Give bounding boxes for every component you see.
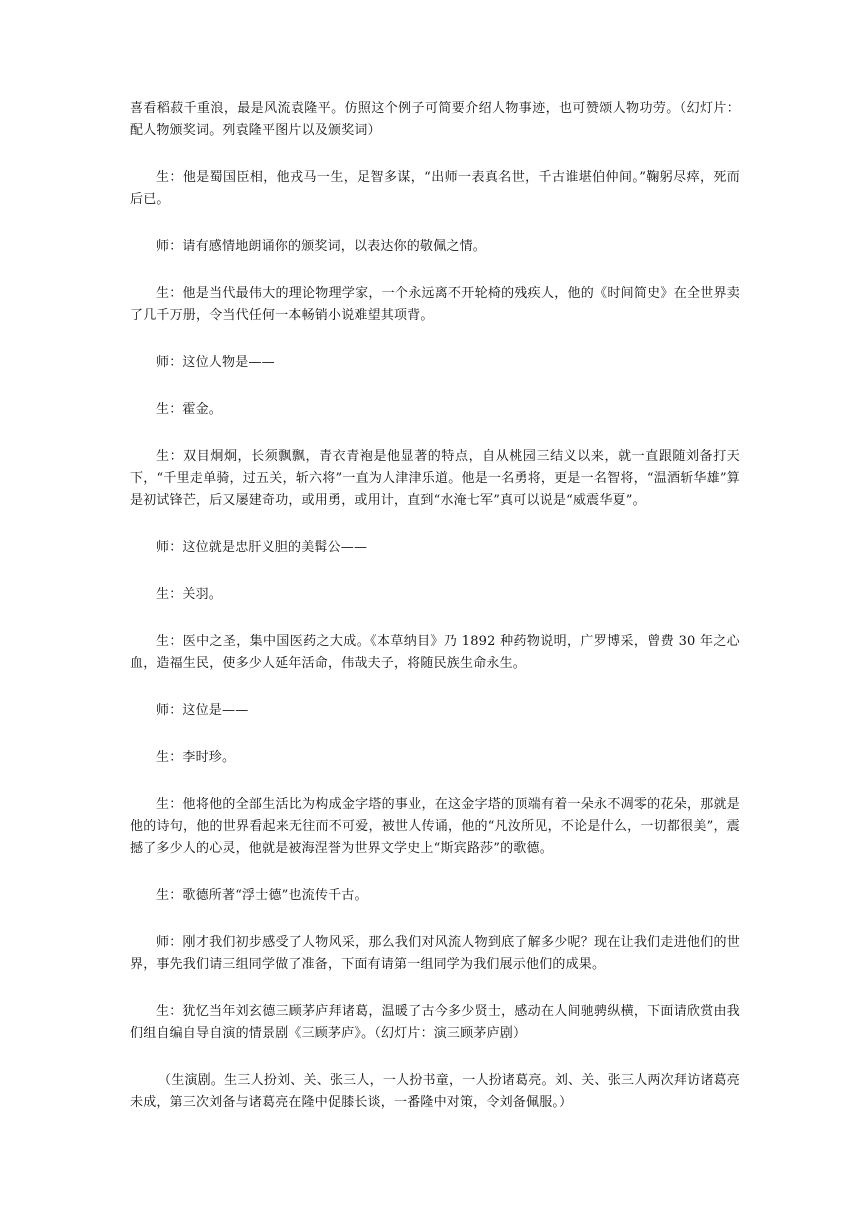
paragraph-student-guanyu: 生：双目炯炯，长须飘飘，青衣青袍是他显著的特点，自从桃园三结义以来，就一直跟随刘备打天下，“千里走单骑，过五关，斩六将”一直为人津津乐道。他是一名勇将，更是一名智将，“温酒斩华雄”算是初试锋芒，后又屡建奇功，或用勇，或用计，直到“水淹七军”真可以说是“威震华夏”。 <box>130 449 740 508</box>
paragraph-student-play-intro: 生：犹忆当年刘玄德三顾茅庐拜诸葛，温暖了古今多少贤士，感动在人间驰骋纵横，下面请欣赏由我们组自编自导自演的情景剧《三顾茅庐》。（幻灯片：演三顾茅庐剧） <box>130 1004 740 1041</box>
paragraph-student-faust: 生：歌德所著“浮士德”也流传千古。 <box>156 888 368 903</box>
paragraph-answer-hawking: 生：霍金。 <box>156 402 223 417</box>
paragraph-teacher-this-is: 师：这位是—— <box>156 703 249 718</box>
paragraph-teacher-read: 师：请有感情地朗诵你的颁奖词，以表达你的敬佩之情。 <box>156 239 487 254</box>
paragraph-student-goethe: 生：他将他的全部生活比为构成金字塔的事业，在这金字塔的顶端有着一朵永不凋零的花朵，那就是他的诗句，他的世界看起来无往而不可爱，被世人传诵，他的“凡汝所见，不论是什么，一切都很美”，震撼了多少人的心灵，他就是被海涅誉为世界文学史上“斯宾路莎”的歌德。 <box>130 797 740 856</box>
document-body <box>130 98 740 1139</box>
paragraph-teacher-transition: 师：刚才我们初步感受了人物风采，那么我们对风流人物到底了解多少呢？现在让我们走进他们的世界，事先我们请三组同学做了准备，下面有请第一组同学为我们展示他们的成果。 <box>130 935 740 972</box>
paragraph-student-hawking: 生：他是当代最伟大的理论物理学家，一个永远离不开轮椅的残疾人，他的《时间简史》在全世界卖了几千万册，令当代任何一本畅销小说难望其项背。 <box>130 286 740 323</box>
paragraph-teacher-who: 师：这位人物是—— <box>156 355 275 370</box>
paragraph-student-lishizhen: 生：医中之圣，集中国医药之大成。《本草纳目》乃 1892 种药物说明，广罗博采，曾费 30 年之心血，造福生民，使多少人延年活命，伟哉夫子，将随民族生命永生。 <box>130 634 740 671</box>
paragraph-stage-direction: （生演剧。生三人扮刘、关、张三人，一人扮书童，一人扮诸葛亮。刘、关、张三人两次拜访诸葛亮未成，第三次刘备与诸葛亮在隆中促膝长谈，一番隆中对策，令刘备佩服。） <box>130 1073 740 1110</box>
paragraph-answer-lishizhen: 生：李时珍。 <box>156 750 236 765</box>
paragraph-teacher-meiran: 师：这位就是忠肝义胆的美髯公—— <box>156 540 368 555</box>
paragraph-answer-guanyu: 生：关羽。 <box>156 587 223 602</box>
paragraph-student-zhuge: 生：他是蜀国臣相，他戎马一生，足智多谋，“出师一表真名世，千古谁堪伯仲间。”鞠躬尽瘁，死而后已。 <box>130 170 740 207</box>
paragraph-intro: 喜看稻菽千重浪，最是风流袁隆平。仿照这个例子可简要介绍人物事迹，也可赞颂人物功劳。（幻灯片：配人物颁奖词。列袁隆平图片以及颁奖词） <box>130 101 740 138</box>
